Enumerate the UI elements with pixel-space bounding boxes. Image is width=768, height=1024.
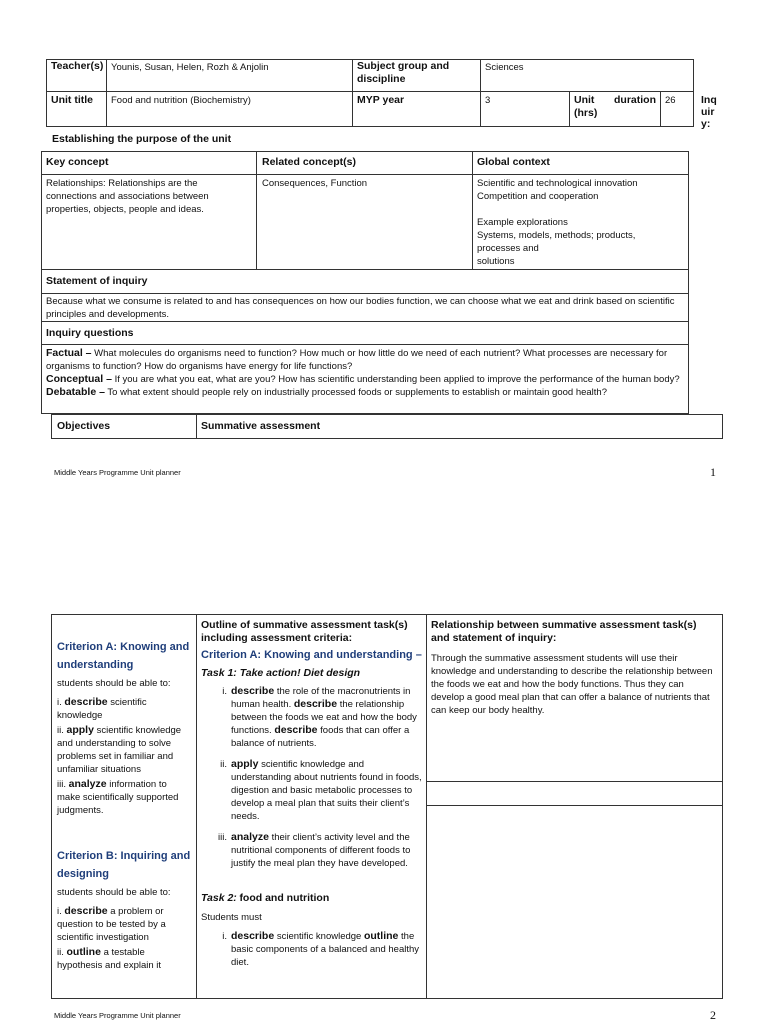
criterion-a-item: iii. analyze information to make scientifically supported judgments. [57, 778, 179, 816]
global-line: Example explorations [477, 217, 568, 228]
criterion-b-title: Criterion B: Inquiring and designing [57, 850, 191, 880]
criterion-b-item: i. describe a problem or question to be tested by a scientific investigation [57, 905, 166, 943]
global-line: Scientific and technological innovation [477, 178, 638, 189]
unit-title-value: Food and nutrition (Biochemistry) [111, 95, 251, 106]
criterion-b-item: ii. outline a testable hypothesis and explain it [57, 946, 162, 971]
debatable-label: Debatable – [46, 386, 105, 398]
duration-label: Unit duration (hrs) [574, 94, 656, 119]
teacher-label: Teacher(s) [51, 60, 104, 72]
purpose-heading: Establishing the purpose of the unit [52, 133, 232, 145]
subject-value: Sciences [485, 62, 524, 73]
related-concept-label: Related concept(s) [262, 156, 356, 168]
criterion-a-title: Criterion A: Knowing and understanding [57, 641, 190, 671]
duration-value: 26 [665, 95, 676, 106]
teacher-value: Younis, Susan, Helen, Rozh & Anjolin [111, 62, 269, 73]
conceptual-label: Conceptual – [46, 373, 112, 385]
task1-list [201, 685, 423, 870]
task2-item: i. describe scientific knowledge outline the basic components of a balanced and healthy diet. [222, 930, 420, 968]
factual-value: What molecules do organisms need to function? How much or how little do we need of each nutrient? What processes are necessary for organisms to function? How do organisms have energy for life functions? [46, 348, 668, 372]
page-number: 2 [710, 1008, 716, 1022]
global-context-value [477, 177, 677, 268]
relationship-column [431, 619, 716, 717]
task1-title: Task 1: Take action! Diet design [201, 667, 361, 679]
conceptual-value: If you are what you eat, what are you? How has scientific understanding been applied to improve the performance of the human body? [114, 374, 680, 385]
unit-title-label: Unit title [51, 94, 93, 106]
objectives-row [51, 414, 723, 439]
criterion-a-item: ii. apply scientific knowledge and understanding to solve problems set in familiar and unfamiliar situations [57, 724, 182, 775]
related-concept-value: Consequences, Function [262, 178, 368, 189]
task2-intro: Students must [201, 912, 262, 923]
inquiry-label: Inq uir y: [701, 94, 717, 130]
outline-heading: Outline of summative assessment task(s) including assessment criteria: [201, 619, 408, 644]
task1-item: iii. analyze their client’s activity level and the nutritional components of different foods to justify the meal plan they have developed. [218, 831, 411, 869]
criterion-a-item: i. describe scientific knowledge [57, 696, 147, 721]
myp-year-value: 3 [485, 95, 491, 106]
task1-item: i. describe the role of the macronutrients in human health. describe the relationship between the foods we eat and how the body functions. describe foods that can offer a balance of nutrients. [222, 685, 417, 749]
relationship-heading: Relationship between summative assessment task(s) and statement of inquiry: [431, 619, 697, 644]
key-concept-label: Key concept [46, 156, 109, 168]
global-line: solutions [477, 256, 515, 267]
relationship-text: Through the summative assessment students will use their knowledge and understanding to describe the relationship between the foods we eat and how the body functions. Thus they can develop a good meal plan that can offer a balance of nutrients that can keep our body healthy. [431, 653, 713, 716]
statement-label: Statement of inquiry [46, 275, 148, 287]
global-line: Competition and cooperation [477, 191, 599, 202]
global-line: Systems, models, methods; products, processes and [477, 230, 636, 254]
questions-label: Inquiry questions [46, 327, 134, 339]
subject-label: Subject group and discipline [357, 60, 450, 85]
footer-text: Middle Years Programme Unit planner [54, 468, 181, 477]
key-concept-value: Relationships: Relationships are the connections and associations between properties, objects, people and ideas. [46, 178, 209, 215]
statement-value: Because what we consume is related to and has consequences on how our bodies function, we can choose what we eat and drink based on scientific principles and developments. [46, 296, 675, 320]
myp-year-label: MYP year [357, 94, 405, 106]
objectives-label: Objectives [57, 420, 111, 432]
task2-list [201, 930, 423, 969]
task1-item: ii. apply scientific knowledge and understanding about nutrients found in foods, digestion and basic metabolic processes to develop a meal plan that suits their client’s needs. [220, 758, 422, 822]
summative-label: Summative assessment [201, 420, 321, 432]
debatable-value: To what extent should people rely on industrially processed foods or supplements to establish or maintain good health? [107, 387, 608, 398]
global-context-label: Global context [477, 156, 550, 168]
criteria-column [57, 638, 191, 972]
criterion-a-intro: students should be able to: [57, 678, 171, 689]
task2-title: Task 2: food and nutrition [201, 892, 330, 904]
criterion-b-intro: students should be able to: [57, 887, 171, 898]
page-number: 1 [710, 465, 716, 479]
inquiry-questions [46, 347, 686, 399]
factual-label: Factual – [46, 347, 92, 359]
footer-text: Middle Years Programme Unit planner [54, 1011, 181, 1020]
outline-column [201, 619, 423, 975]
outline-criterion: Criterion A: Knowing and understanding – [201, 649, 422, 661]
